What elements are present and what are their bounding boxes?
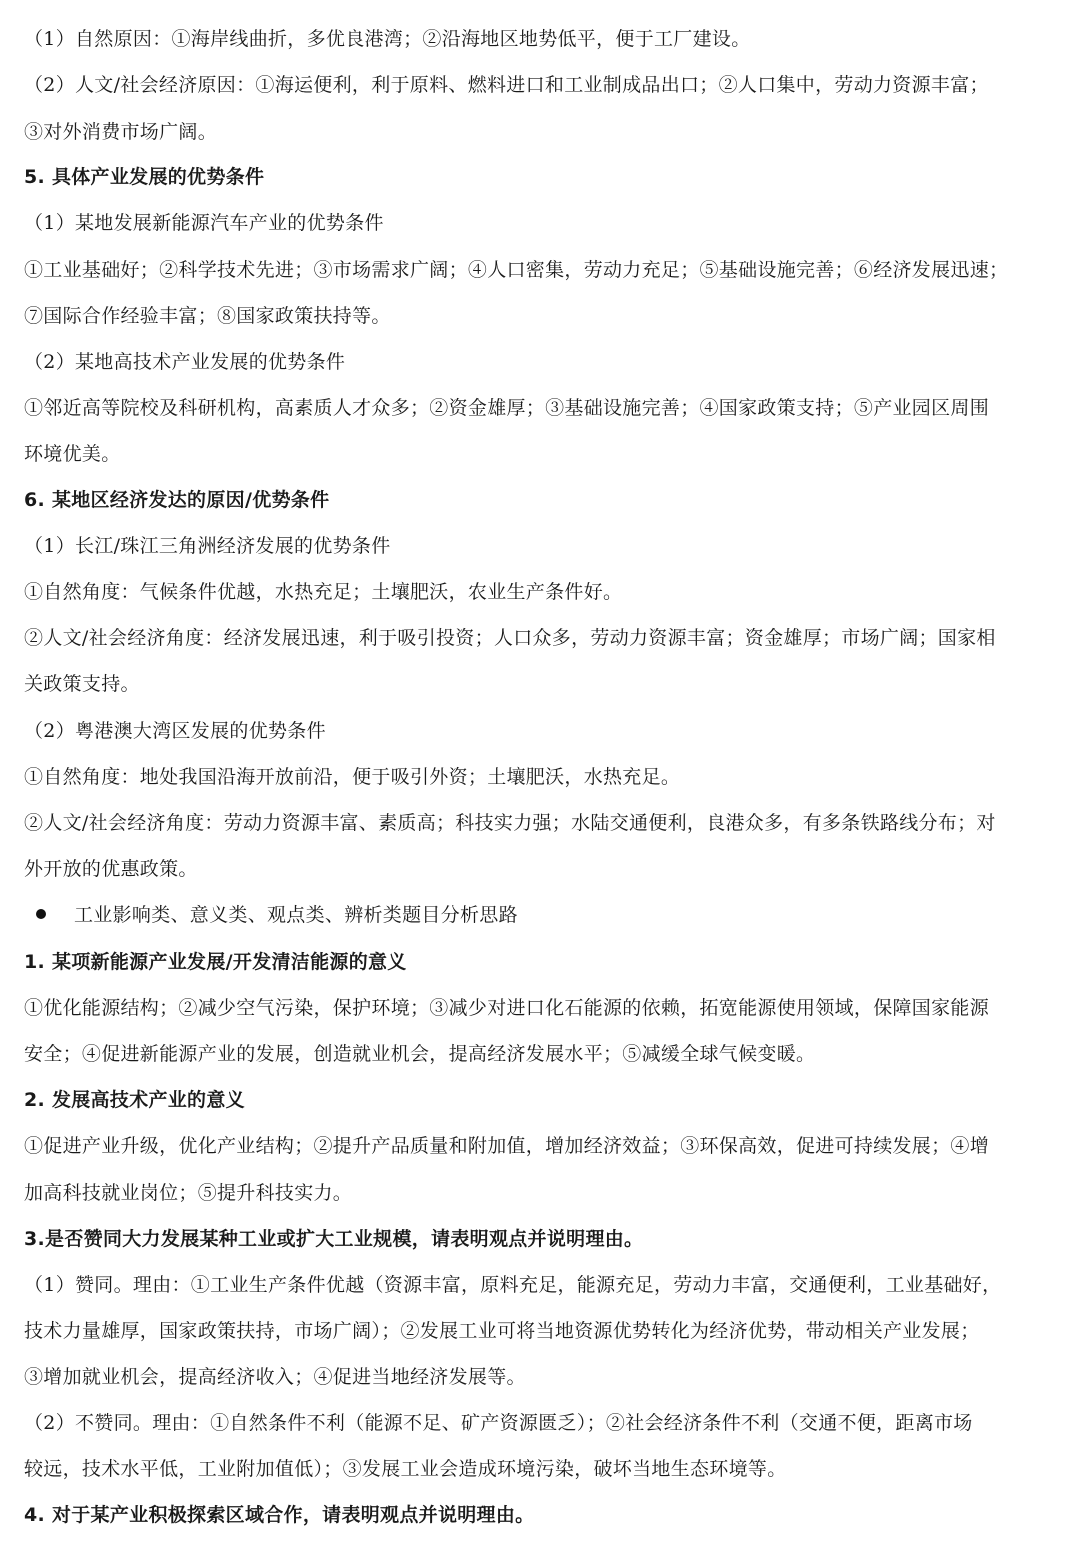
section-heading: 6. 某地区经济发达的原因/优势条件	[24, 489, 330, 511]
text-line: （1）自然原因：①海岸线曲折，多优良港湾；②沿海地区地势低平，便于工厂建设。	[24, 28, 751, 50]
text-line: ①工业基础好；②科学技术先进；③市场需求广阔；④人口密集，劳动力充足；⑤基础设施完善；⑥经济发展迅速；	[24, 259, 1009, 281]
text-line: ①优化能源结构；②减少空气污染，保护环境；③减少对进口化石能源的依赖，拓宽能源使用领域，保障国家能源	[24, 997, 990, 1019]
section-heading: 4. 对于某产业积极探索区域合作，请表明观点并说明理由。	[24, 1504, 535, 1526]
bullet-heading-text: 工业影响类、意义类、观点类、辨析类题目分析思路	[74, 904, 518, 926]
text-line: 环境优美。	[24, 443, 121, 465]
text-line: 较远，技术水平低，工业附加值低）；③发展工业会造成环境污染，破坏当地生态环境等。	[24, 1458, 787, 1480]
section-heading: 3.是否赞同大力发展某种工业或扩大工业规模，请表明观点并说明理由。	[24, 1228, 644, 1250]
bullet-dot-icon	[36, 909, 46, 919]
text-line: （2）粤港澳大湾区发展的优势条件	[24, 720, 326, 742]
text-line: 关政策支持。	[24, 673, 140, 695]
text-line: 安全；④促进新能源产业的发展，创造就业机会，提高经济发展水平；⑤减缓全球气候变暖。	[24, 1043, 816, 1065]
text-line: ①促进产业升级，优化产业结构；②提升产品质量和附加值，增加经济效益；③环保高效，促进可持续发展；④增	[24, 1135, 990, 1157]
section-heading: 5. 具体产业发展的优势条件	[24, 166, 265, 188]
bullet-heading	[36, 902, 1076, 928]
text-line: ①自然角度：地处我国沿海开放前沿，便于吸引外资；土壤肥沃，水热充足。	[24, 766, 681, 788]
text-line: （1）赞同。理由：①工业生产条件优越（资源丰富，原料充足，能源充足，劳动力丰富，交通便利，工业基础好，	[24, 1274, 1002, 1296]
text-line: （1）长江/珠江三角洲经济发展的优势条件	[24, 535, 391, 557]
text-line: （2）人文/社会经济原因：①海运便利，利于原料、燃料进口和工业制成品出口；②人口集中，劳动力资源丰富；	[24, 74, 989, 96]
section-heading: 1. 某项新能源产业发展/开发清洁能源的意义	[24, 951, 407, 973]
text-line: ①自然角度：气候条件优越，水热充足；土壤肥沃，农业生产条件好。	[24, 581, 623, 603]
text-line: 技术力量雄厚，国家政策扶持，市场广阔）；②发展工业可将当地资源优势转化为经济优势，带动相关产业发展；	[24, 1320, 980, 1342]
text-line: ②人文/社会经济角度：劳动力资源丰富、素质高；科技实力强；水陆交通便利，良港众多，有多条铁路线分布；对	[24, 812, 996, 834]
section-heading: 2. 发展高技术产业的意义	[24, 1089, 245, 1111]
text-line: ①邻近高等院校及科研机构，高素质人才众多；②资金雄厚；③基础设施完善；④国家政策支持；⑤产业园区周围	[24, 397, 990, 419]
text-line: （2）某地高技术产业发展的优势条件	[24, 351, 346, 373]
text-line: 加高科技就业岗位；⑤提升科技实力。	[24, 1182, 353, 1204]
text-line: ③增加就业机会，提高经济收入；④促进当地经济发展等。	[24, 1366, 526, 1388]
text-line: ②人文/社会经济角度：经济发展迅速，利于吸引投资；人口众多，劳动力资源丰富；资金雄厚；市场广阔；国家相	[24, 627, 996, 649]
text-line: （2）不赞同。理由：①自然条件不利（能源不足、矿产资源匮乏）；②社会经济条件不利（交通不便，距离市场	[24, 1412, 973, 1434]
text-line: 外开放的优惠政策。	[24, 858, 198, 880]
text-line: ⑦国际合作经验丰富；⑧国家政策扶持等。	[24, 305, 391, 327]
text-line: （1）某地发展新能源汽车产业的优势条件	[24, 212, 384, 234]
text-line: ③对外消费市场广阔。	[24, 121, 218, 143]
